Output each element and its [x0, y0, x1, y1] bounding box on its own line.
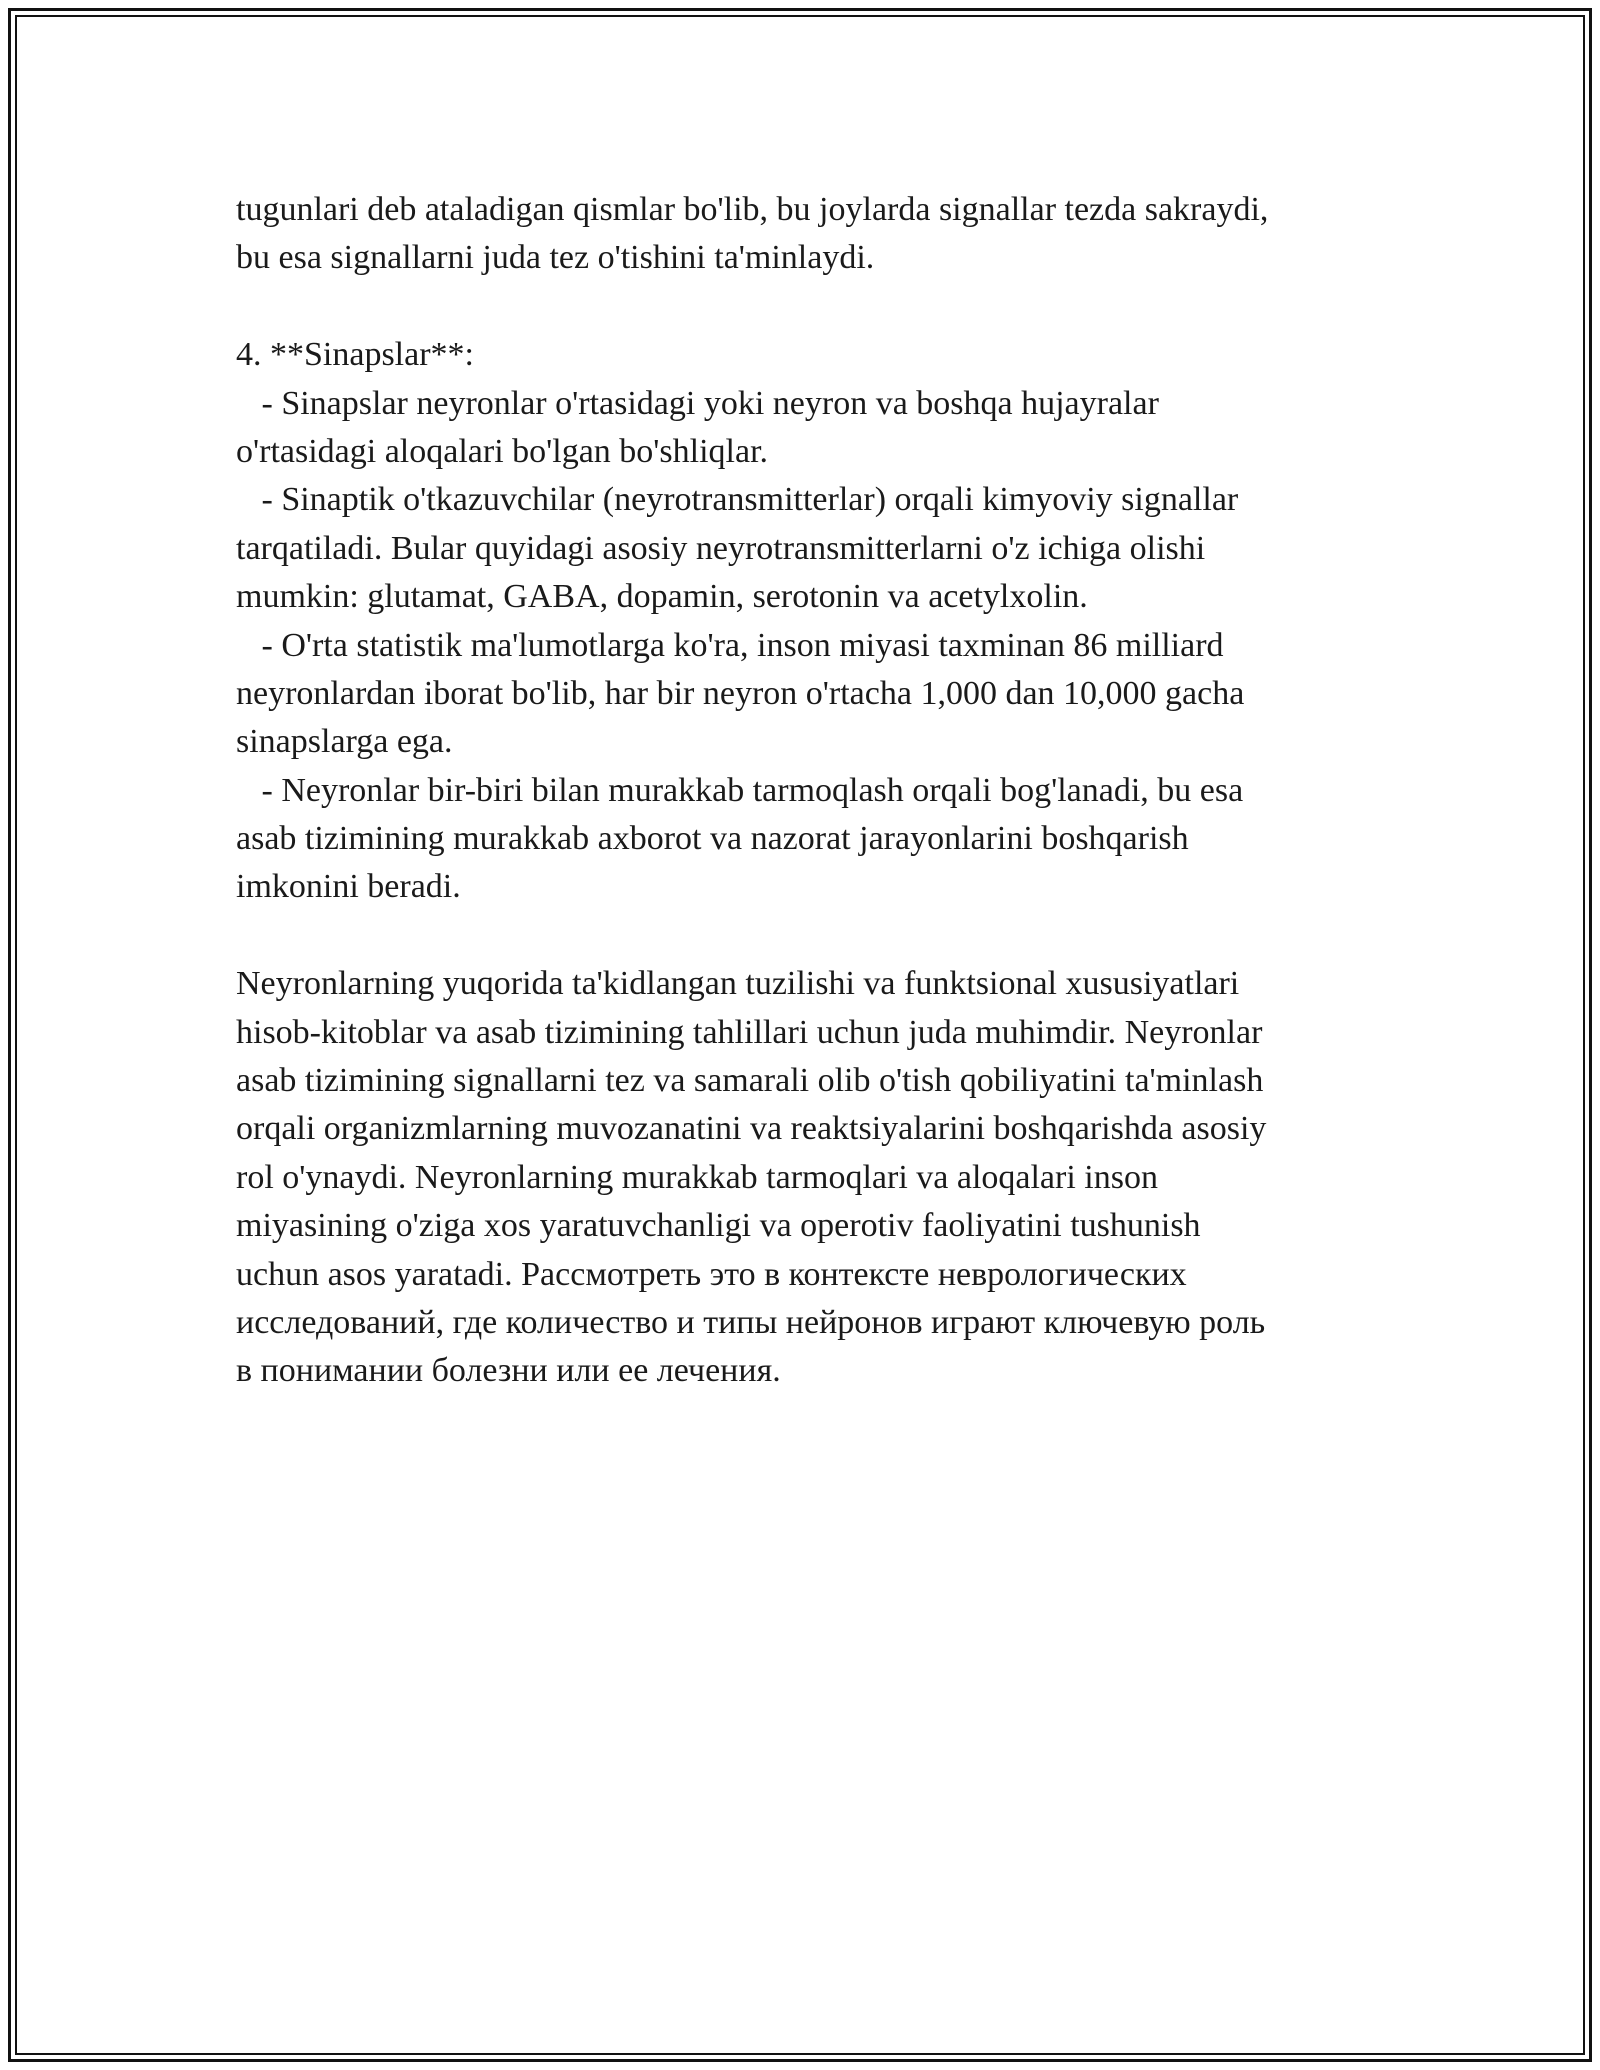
text-line: tarqatiladi. Bular quyidagi asosiy neyrotransmitterlarni o'z ichiga olishi [236, 529, 1206, 567]
text-line: uchun asos yaratadi. Рассмотреть это в контексте неврологических [236, 1255, 1187, 1293]
text-line: - Sinaptik o'tkazuvchilar (neyrotransmitterlar) orqali kimyoviy signallar [236, 481, 1239, 519]
text-line: imkonini beradi. [236, 868, 461, 906]
text-line: asab tizimining signallarni tez va samarali olib o'tish qobiliyatini ta'minlash [236, 1062, 1264, 1100]
blank-line [236, 283, 1386, 331]
document-body [236, 186, 1386, 1396]
section-heading: 4. **Sinapslar**: [236, 336, 474, 374]
text-line: - Neyronlar bir-biri bilan murakkab tarmoqlash orqali bog'lanadi, bu esa [236, 771, 1244, 809]
bullet-item [236, 476, 1386, 621]
text-line: - Sinapslar neyronlar o'rtasidagi yoki neyron va boshqa hujayralar [236, 384, 1159, 422]
section-synapses [236, 331, 1386, 912]
text-line: исследований, где количество и типы нейронов играют ключевую роль [236, 1303, 1266, 1341]
bullet-item [236, 622, 1386, 767]
text-line: rol o'ynaydi. Neyronlarning murakkab tarmoqlari va aloqalari inson [236, 1158, 1158, 1196]
blank-line [236, 912, 1386, 960]
text-line: hisob-kitoblar va asab tizimining tahlillari uchun juda muhimdir. Neyronlar [236, 1013, 1263, 1051]
text-line: miyasining o'ziga xos yaratuvchanligi va operotiv faoliyatini tushunish [236, 1207, 1201, 1245]
text-line: - O'rta statistik ma'lumotlarga ko'ra, inson miyasi taxminan 86 milliard [236, 626, 1224, 664]
text-line: o'rtasidagi aloqalari bo'lgan bo'shliqlar. [236, 432, 769, 470]
text-line: в понимании болезни или ее лечения. [236, 1352, 781, 1390]
conclusion-paragraph [236, 960, 1386, 1396]
text-line: Neyronlarning yuqorida ta'kidlangan tuzilishi va funktsional xususiyatlari [236, 965, 1240, 1003]
bullet-item [236, 380, 1386, 477]
paragraph-continuation [236, 186, 1386, 283]
text-line: mumkin: glutamat, GABA, dopamin, serotonin va acetylxolin. [236, 578, 1088, 616]
text-line: neyronlardan iborat bo'lib, har bir neyron o'rtacha 1,000 dan 10,000 gacha [236, 674, 1245, 712]
text-line: tugunlari deb ataladigan qismlar bo'lib, bu joylarda signallar tezda sakraydi, [236, 191, 1269, 228]
bullet-item [236, 767, 1386, 912]
text-line: asab tizimining murakkab axborot va nazorat jarayonlarini boshqarish [236, 820, 1189, 858]
text-line: sinapslarga ega. [236, 723, 453, 761]
text-line: bu esa signallarni juda tez o'tishini ta'minlaydi. [236, 239, 875, 277]
text-line: orqali organizmlarning muvozanatini va reaktsiyalarini boshqarishda asosiy [236, 1110, 1267, 1148]
